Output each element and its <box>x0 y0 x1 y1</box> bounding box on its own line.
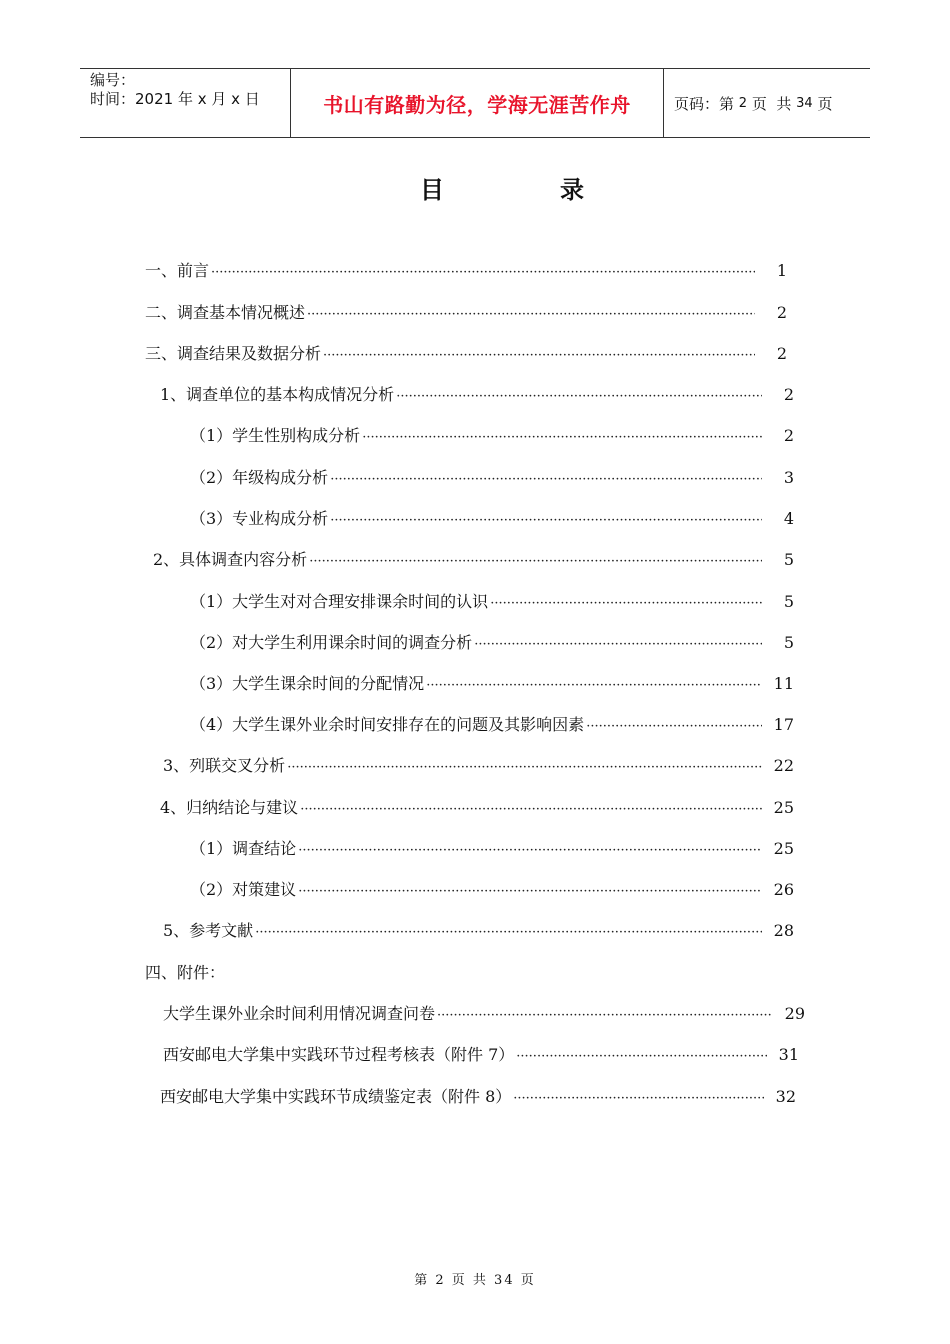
toc-entry <box>145 300 787 322</box>
toc-entry <box>190 877 794 899</box>
toc-entry <box>145 341 787 363</box>
page-footer: 第 2 页 共 34 页 <box>414 1273 536 1288</box>
toc-entry-page: 22 <box>773 756 794 775</box>
toc-leader-dots <box>516 1049 767 1064</box>
toc-entry-page: 11 <box>773 674 794 693</box>
page-prefix: 页码：第 <box>674 94 739 113</box>
header-page-info <box>664 69 870 137</box>
toc-entry-label: （1）学生性别构成分析 <box>190 426 361 445</box>
toc-entry-page: 2 <box>783 385 794 404</box>
toc-entry-label: （1）调查结论 <box>190 839 297 858</box>
toc-entry <box>163 918 794 940</box>
toc-entry-label: （1）大学生对对合理安排课余时间的认识 <box>190 592 489 611</box>
toc-entry <box>163 753 794 775</box>
code-label: 编号： <box>90 71 136 89</box>
toc-title <box>0 170 950 202</box>
toc-entry-page: 5 <box>783 550 794 569</box>
toc-entry-label: （2）对策建议 <box>190 880 297 899</box>
toc-entry-label: 西安邮电大学集中实践环节成绩鉴定表（附件 8） <box>160 1087 512 1106</box>
toc-entry-label: 一、前言 <box>145 261 210 280</box>
header-motto: 书山有路勤为径，学海无涯苦作舟 <box>291 69 664 137</box>
toc-entry-page: 2 <box>776 303 787 322</box>
toc-entry <box>145 258 787 280</box>
toc-title-char-2: 录 <box>560 176 584 204</box>
toc-entry <box>190 506 794 528</box>
toc-entry-page: 1 <box>776 261 787 280</box>
toc-entry <box>163 1042 799 1064</box>
toc-entry-label: （2）年级构成分析 <box>190 468 329 487</box>
page-suffix: 页 <box>812 94 833 113</box>
toc-entry-page: 32 <box>775 1087 796 1106</box>
toc-entry-label: 大学生课外业余时间利用情况调查问卷 <box>163 1004 436 1023</box>
toc-entry <box>160 795 794 817</box>
toc-entry <box>163 1001 805 1023</box>
toc-entry-label: 二、调查基本情况概述 <box>145 303 306 322</box>
toc-entry-page: 25 <box>773 839 794 858</box>
toc-leader-dots <box>330 472 762 487</box>
toc-entry <box>160 1084 796 1106</box>
toc-leader-dots <box>426 678 762 693</box>
toc-leader-dots <box>298 843 762 858</box>
toc-entry-label: （4）大学生课外业余时间安排存在的问题及其影响因素 <box>190 715 585 734</box>
toc-entry <box>190 423 794 445</box>
toc-entry <box>190 630 794 652</box>
toc-entry <box>190 671 794 693</box>
toc-entry-label: 3、列联交叉分析 <box>163 756 286 775</box>
toc-entry <box>160 382 794 404</box>
page-number: 2 <box>738 95 748 111</box>
toc-entry-page: 4 <box>783 509 794 528</box>
toc-entry-page: 17 <box>773 715 794 734</box>
toc-entry-label: 西安邮电大学集中实践环节过程考核表（附件 7） <box>163 1045 515 1064</box>
toc-leader-dots <box>307 307 755 322</box>
toc-leader-dots <box>330 513 762 528</box>
toc-leader-dots <box>490 596 762 611</box>
toc-entry <box>190 712 794 734</box>
toc-leader-dots <box>362 430 762 445</box>
toc-leader-dots <box>396 389 762 404</box>
toc-entry-label: （2）对大学生利用课余时间的调查分析 <box>190 633 473 652</box>
toc-leader-dots <box>437 1008 773 1023</box>
toc-entry-page: 5 <box>783 633 794 652</box>
toc-leader-dots <box>211 265 755 280</box>
toc-entry-page: 5 <box>783 592 794 611</box>
toc-entry-label: 1、调查单位的基本构成情况分析 <box>160 385 395 404</box>
toc-leader-dots <box>255 925 762 940</box>
page-mid: 页 共 <box>747 94 797 113</box>
toc-entry-page: 28 <box>773 921 794 940</box>
toc-entry <box>190 589 794 611</box>
toc-entry-page: 2 <box>783 426 794 445</box>
toc-leader-dots <box>513 1091 764 1106</box>
toc-entry <box>190 836 794 858</box>
toc-leader-dots <box>300 802 762 817</box>
toc-leader-dots <box>323 348 755 363</box>
header-left-cell <box>80 69 291 137</box>
toc-entry-label: 5、参考文献 <box>163 921 254 940</box>
total-pages: 34 <box>796 95 813 111</box>
toc-entry-label: （3）专业构成分析 <box>190 509 329 528</box>
toc-entry <box>153 547 794 569</box>
toc-entry-label: 4、归纳结论与建议 <box>160 798 299 817</box>
toc-leader-dots <box>309 554 762 569</box>
toc-entry-page: 2 <box>776 344 787 363</box>
toc-entry-label: （3）大学生课余时间的分配情况 <box>190 674 425 693</box>
toc-entry-page: 3 <box>783 468 794 487</box>
toc-entry <box>190 465 794 487</box>
toc-leader-dots <box>474 637 762 652</box>
toc-entry-page: 26 <box>773 880 794 899</box>
toc-entry-page: 29 <box>784 1004 805 1023</box>
toc-entry-label: 2、具体调查内容分析 <box>153 550 308 569</box>
toc-entry <box>145 960 225 982</box>
toc-entry-page: 25 <box>773 798 794 817</box>
toc-leader-dots <box>298 884 762 899</box>
date-line: 时间：2021 年 x 月 x 日 <box>90 90 260 108</box>
toc-leader-dots <box>287 760 762 775</box>
toc-leader-dots <box>586 719 762 734</box>
toc-entry-label: 三、调查结果及数据分析 <box>145 344 322 363</box>
toc-entry-page: 31 <box>778 1045 799 1064</box>
toc-entry-label: 四、附件： <box>145 963 226 982</box>
toc-title-char-1: 目 <box>420 176 444 204</box>
page-header <box>80 68 870 138</box>
